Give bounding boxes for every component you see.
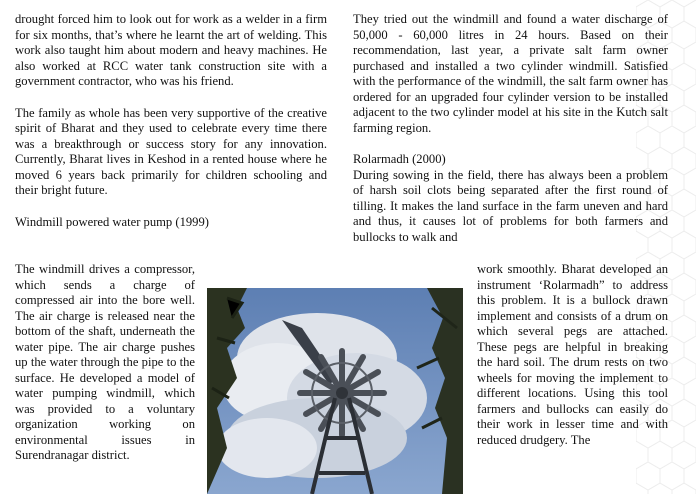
left-paragraph-2: The family as whole has been very supportive of the creative spirit of Bharat and they used to celebrate every time there was a breakthrough or success story for any innovation. Currently, Bharat lives in Keshod in a rented house where he moved 6 years back primarily for children schooling and their bright future. [15, 105, 327, 197]
left-column [15, 12, 327, 230]
right-column [353, 12, 668, 245]
left-paragraph-1: drought forced him to look out for work as a welder in a firm for six months, that’s where he learnt the art of welding. This work also taught him about modern and heavy machines. He also worked at RCC water tank construction site with a government contractor, who was his friend. [15, 12, 327, 88]
right-paragraph-1: They tried out the windmill and found a water discharge of 50,000 - 60,000 litres in 24 hours. Based on their recommendation, last year, a private salt farm owner purchased and installed a two cylinder windmill. Satisfied with the performance of the windmill, the salt farm owner has ordered for an upgraded four cylinder version to be installed adjacent to the two cylinder model at his site in the Kutch salt farming region. [353, 12, 668, 135]
left-wrapped-paragraph: The windmill drives a compressor, which sends a charge of compressed air into the bore well. The air charge is released near the bottom of the shaft, underneath the water pipe. The air charge pushes up the water through the pipe to the surface. He developed a model of water pumping windmill, which was provided to a voluntary organization working on environmental issues in Surendranagar district. [15, 262, 195, 462]
section-heading-windmill: Windmill powered water pump (1999) [15, 214, 209, 229]
windmill-photo [207, 288, 463, 494]
right-wrapped-paragraph: work smoothly. Bharat developed an instrument ‘Rolarmadh” to address this problem. It is a bullock drawn implement and consists of a drum on which several pegs are attached. These pegs are helpful in breaking the hard soil. The drum rests on two wheels for moving the implement to different locations. Using this tool farmers and bullocks can easily do their work in lesser time and with reduced drudgery. The [477, 262, 668, 447]
section-heading-rolarmadh: Rolarmadh (2000) [353, 152, 446, 166]
right-paragraph-2: During sowing in the field, there has always been a problem of harsh soil clots being separated after the first round of tilling. It makes the land surface in the farm uneven and hard and thus, it causes lot of problems for both farmers and bullocks to walk and [353, 167, 668, 244]
